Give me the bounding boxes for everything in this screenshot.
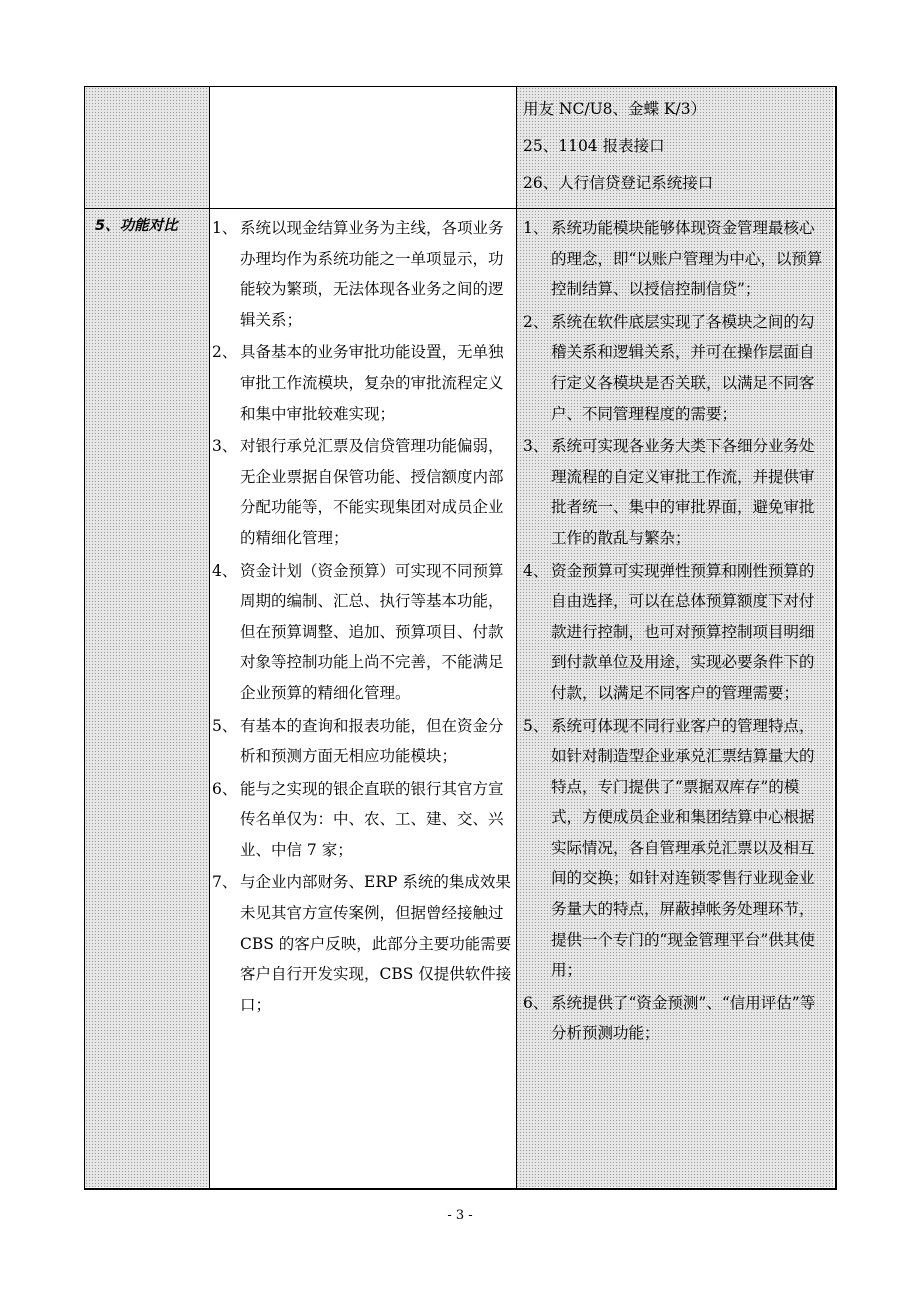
page-number: - 3 - (447, 1208, 473, 1223)
item-number: 4、 (523, 561, 549, 580)
row-heading: 5、功能对比 (95, 218, 178, 234)
item-number: 4、 (212, 561, 238, 580)
top-right-line: 26、人行信贷登记系统接口 (523, 174, 714, 192)
item-text: 系统以现金结算业务为主线，各项业务办理均作为系统功能之一单项显示，功能较为繁琐，无法体现各业务之间的逻辑关系； (240, 219, 504, 329)
item-text: 对银行承兑汇票及信贷管理功能偏弱，无企业票据自保管功能、授信额度内部分配功能等，不能实现集团对成员企业的精细化管理； (240, 437, 504, 547)
item-number: 3、 (212, 437, 238, 456)
list-item (212, 337, 512, 429)
top-right-line: 25、1104 报表接口 (523, 137, 665, 155)
item-number: 2、 (212, 343, 238, 362)
list-item (212, 213, 512, 335)
list-item (212, 431, 512, 553)
list-item (523, 307, 828, 429)
row-divider (85, 208, 835, 209)
list-item (212, 711, 512, 772)
item-number: 5、 (523, 716, 549, 735)
top-right-line: 用友 NC/U8、金蝶 K/3） (523, 100, 707, 118)
item-number: 7、 (212, 873, 238, 892)
item-number: 3、 (523, 437, 549, 456)
column-divider-1 (209, 87, 210, 1188)
item-number: 1、 (523, 219, 549, 237)
item-text: 资金计划（资金预算）可实现不同预算周期的编制、汇总、执行等基本功能，但在预算调整、追加、预算项目、付款对象等控制功能上尚不完善，不能满足企业预算的精细化管理。 (240, 561, 504, 702)
list-item (523, 213, 828, 305)
list-item (523, 711, 828, 986)
list-item (523, 431, 828, 553)
item-number: 5、 (212, 716, 238, 735)
list-item (212, 556, 512, 709)
item-number: 6、 (523, 993, 549, 1012)
list-item (523, 988, 828, 1049)
item-number: 2、 (523, 312, 549, 331)
column-divider-2 (516, 87, 517, 1188)
item-text: 与企业内部财务、ERP 系统的集成效果未见其官方宣传案例，但据曾经接触过 CBS 的客户反映，此部分主要功能需要客户自行开发实现，CBS 仅提供软件接口； (240, 873, 512, 1014)
list-item (212, 867, 512, 1020)
item-text: 有基本的查询和报表功能，但在资金分析和预测方面无相应功能模块； (240, 716, 504, 766)
item-text: 系统提供了“资金预测”、“信用评估”等分析预测功能； (551, 993, 816, 1043)
item-text: 系统功能模块能够体现资金管理最核心的理念，即“以账户管理为中心，以预算控制结算、以授信控制信贷”； (551, 219, 823, 299)
item-text: 具备基本的业务审批功能设置，无单独审批工作流模块，复杂的审批流程定义和集中审批较难实现； (240, 343, 504, 423)
item-text: 资金预算可实现弹性预算和刚性预算的自由选择，可以在总体预算额度下对付款进行控制，也可对预算控制项目明细到付款单位及用途，实现必要条件下的付款，以满足不同客户的管理需要； (551, 561, 815, 702)
right-column-list (523, 213, 828, 1051)
item-text: 系统在软件底层实现了各模块之间的勾稽关系和逻辑关系，并可在操作层面自行定义各模块是否关联，以满足不同客户、不同管理程度的需要； (551, 312, 815, 423)
item-number: 6、 (212, 779, 238, 798)
item-number: 1、 (212, 219, 238, 237)
list-item (212, 774, 512, 866)
item-text: 能与之实现的银企直联的银行其官方宣传名单仅为：中、农、工、建、交、兴业、中信 7 家； (240, 779, 504, 859)
item-text: 系统可体现不同行业客户的管理特点，如针对制造型企业承兑汇票结算量大的特点，专门提供了“票据双库存”的模式，方便成员企业和集团结算中心根据实际情况，各自管理承兑汇票以及相互间的交换；如针对连锁零售行业现金业务量大的特点，屏蔽掉帐务处理环节，提供一个专门的“现金管理平台”供其使用； (551, 716, 815, 980)
middle-column-list (212, 213, 512, 1022)
list-item (523, 556, 828, 709)
item-text: 系统可实现各业务大类下各细分业务处理流程的自定义审批工作流，并提供审批者统一、集中的审批界面，避免审批工作的散乱与繁杂； (551, 437, 815, 547)
